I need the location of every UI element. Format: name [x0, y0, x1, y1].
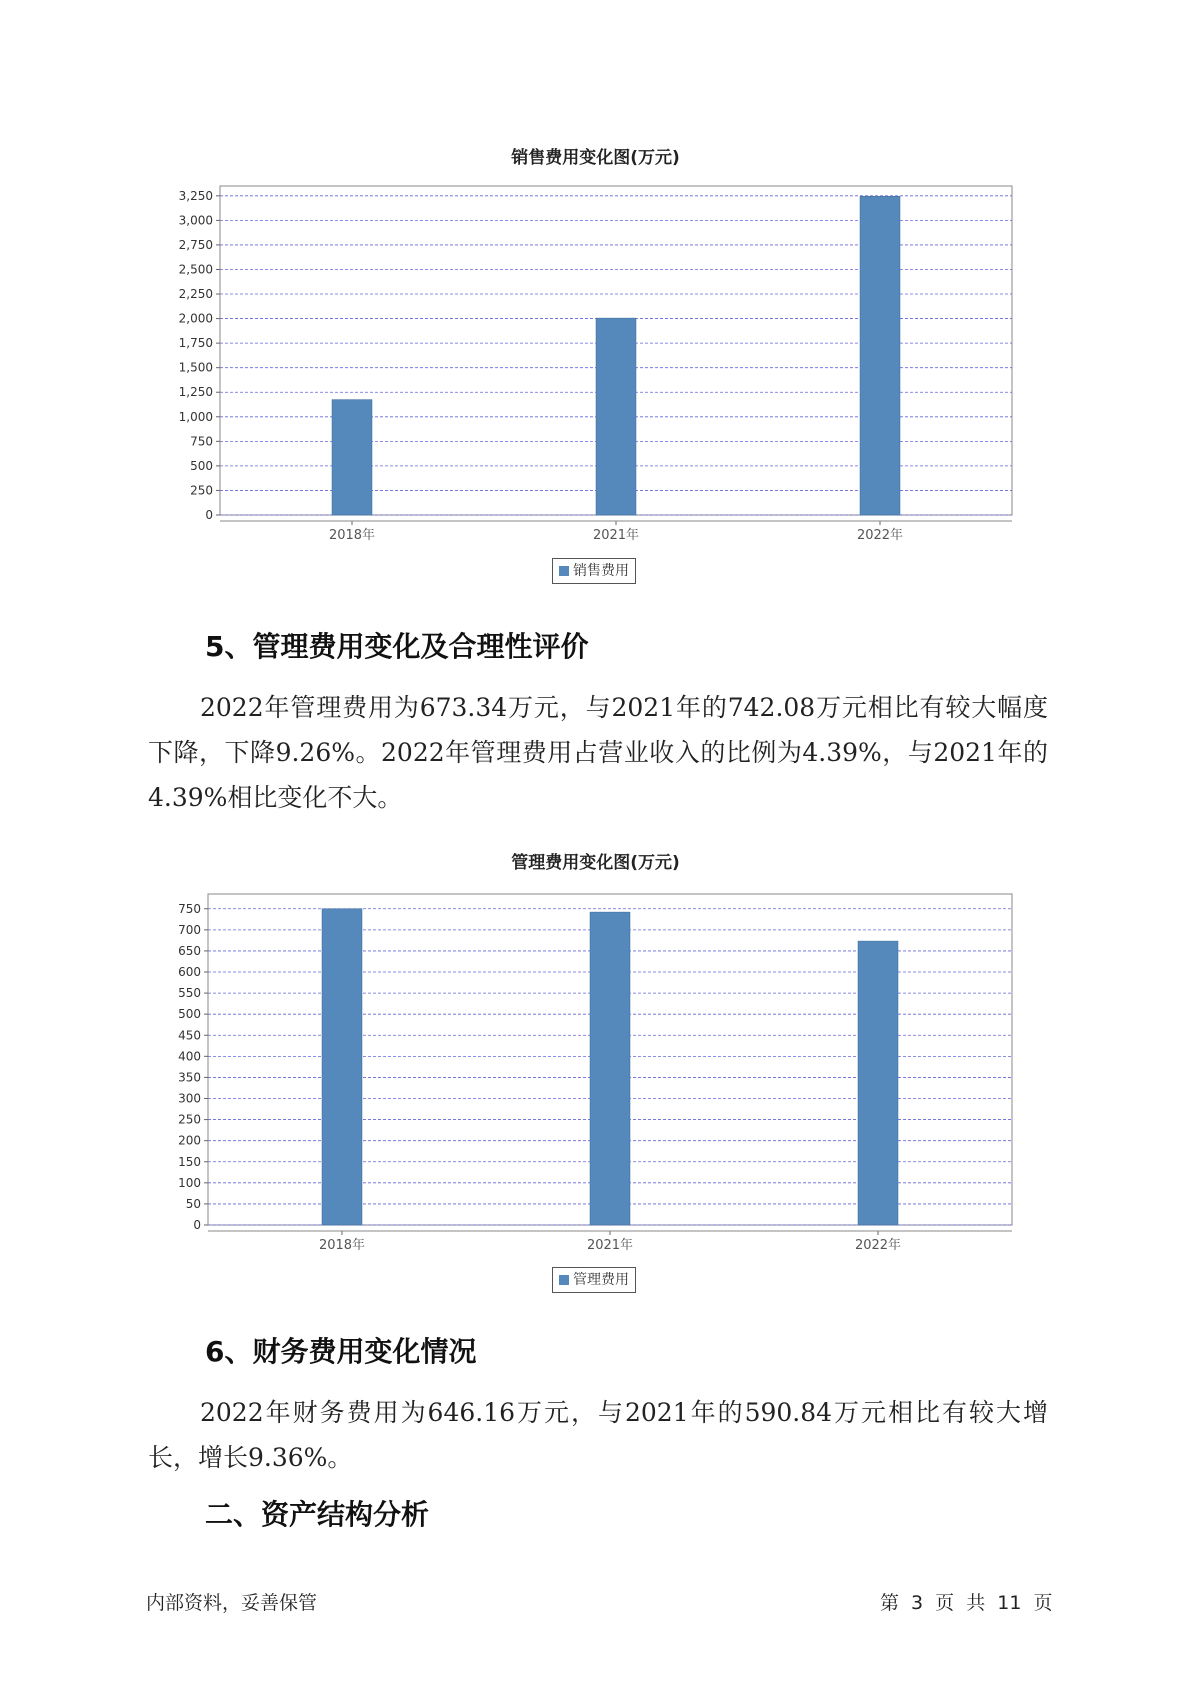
x-tick-label: 2022年 [856, 528, 904, 543]
y-tick-label: 500 [190, 458, 213, 473]
y-tick-label: 1,250 [178, 385, 213, 400]
chart1-legend-label: 销售费用 [573, 563, 629, 579]
chart1-title: 销售费用变化图(万元) [511, 148, 680, 168]
y-tick-label: 450 [178, 1028, 201, 1043]
section-heading-finance: 6、财务费用变化情况 [205, 1335, 477, 1368]
x-tick-label: 2021年 [586, 1238, 634, 1253]
bar-2018年 [322, 909, 362, 1225]
x-tick-label: 2018年 [328, 528, 376, 543]
chart2-legend [552, 1267, 636, 1293]
y-tick-label: 650 [178, 943, 201, 958]
y-tick-label: 0 [193, 1218, 201, 1232]
y-tick-label: 100 [178, 1175, 201, 1190]
y-tick-label: 1,000 [178, 409, 213, 424]
y-tick-label: 500 [178, 1007, 201, 1022]
y-tick-label: 0 [205, 508, 213, 522]
admin-expense-chart [0, 880, 1191, 1260]
legend-swatch [559, 1275, 569, 1285]
y-tick-label: 1,500 [178, 360, 213, 375]
y-tick-label: 2,750 [178, 237, 213, 252]
y-tick-label: 3,250 [178, 188, 213, 203]
y-tick-label: 300 [178, 1091, 201, 1106]
legend-swatch [559, 566, 569, 576]
chart1-legend [552, 558, 636, 584]
y-tick-label: 550 [178, 986, 201, 1001]
chart2-title: 管理费用变化图(万元) [511, 853, 680, 873]
y-tick-label: 400 [178, 1049, 201, 1064]
y-tick-label: 250 [190, 483, 213, 498]
y-tick-label: 750 [178, 901, 201, 916]
y-tick-label: 2,500 [178, 262, 213, 277]
y-tick-label: 50 [185, 1196, 201, 1211]
x-tick-label: 2018年 [318, 1238, 366, 1253]
sales-expense-chart [0, 170, 1191, 550]
bar-2022年 [858, 941, 898, 1225]
y-tick-label: 700 [178, 922, 201, 937]
y-tick-label: 2,000 [178, 311, 213, 326]
bar-2021年 [596, 318, 636, 515]
bar-2021年 [590, 912, 630, 1225]
finance-paragraph: 2022年财务费用为646.16万元，与2021年的590.84万元相比有较大增长，增长9.36%。 [148, 1398, 1048, 1472]
x-tick-label: 2022年 [854, 1238, 902, 1253]
y-tick-label: 150 [178, 1154, 201, 1169]
x-tick-label: 2021年 [592, 528, 640, 543]
y-tick-label: 200 [178, 1133, 201, 1148]
admin-paragraph: 2022年管理费用为673.34万元，与2021年的742.08万元相比有较大幅度下降，下降9.26%。2022年管理费用占营业收入的比例为4.39%，与2021年的4.39%相比变化不大。 [148, 693, 1048, 812]
footer-page-number: 第 3 页 共 11 页 [880, 1592, 1053, 1614]
y-tick-label: 3,000 [178, 213, 213, 228]
bar-2022年 [860, 196, 900, 515]
y-tick-label: 750 [190, 434, 213, 449]
y-tick-label: 2,250 [178, 287, 213, 302]
footer-confidential: 内部资料，妥善保管 [146, 1592, 318, 1614]
y-tick-label: 1,750 [178, 336, 213, 351]
bar-2018年 [332, 400, 372, 515]
chart2-legend-label: 管理费用 [573, 1272, 629, 1288]
y-tick-label: 350 [178, 1070, 201, 1085]
section-heading-admin: 5、管理费用变化及合理性评价 [205, 630, 589, 663]
section-heading-asset: 二、资产结构分析 [205, 1498, 430, 1531]
y-tick-label: 250 [178, 1112, 201, 1127]
y-tick-label: 600 [178, 965, 201, 980]
